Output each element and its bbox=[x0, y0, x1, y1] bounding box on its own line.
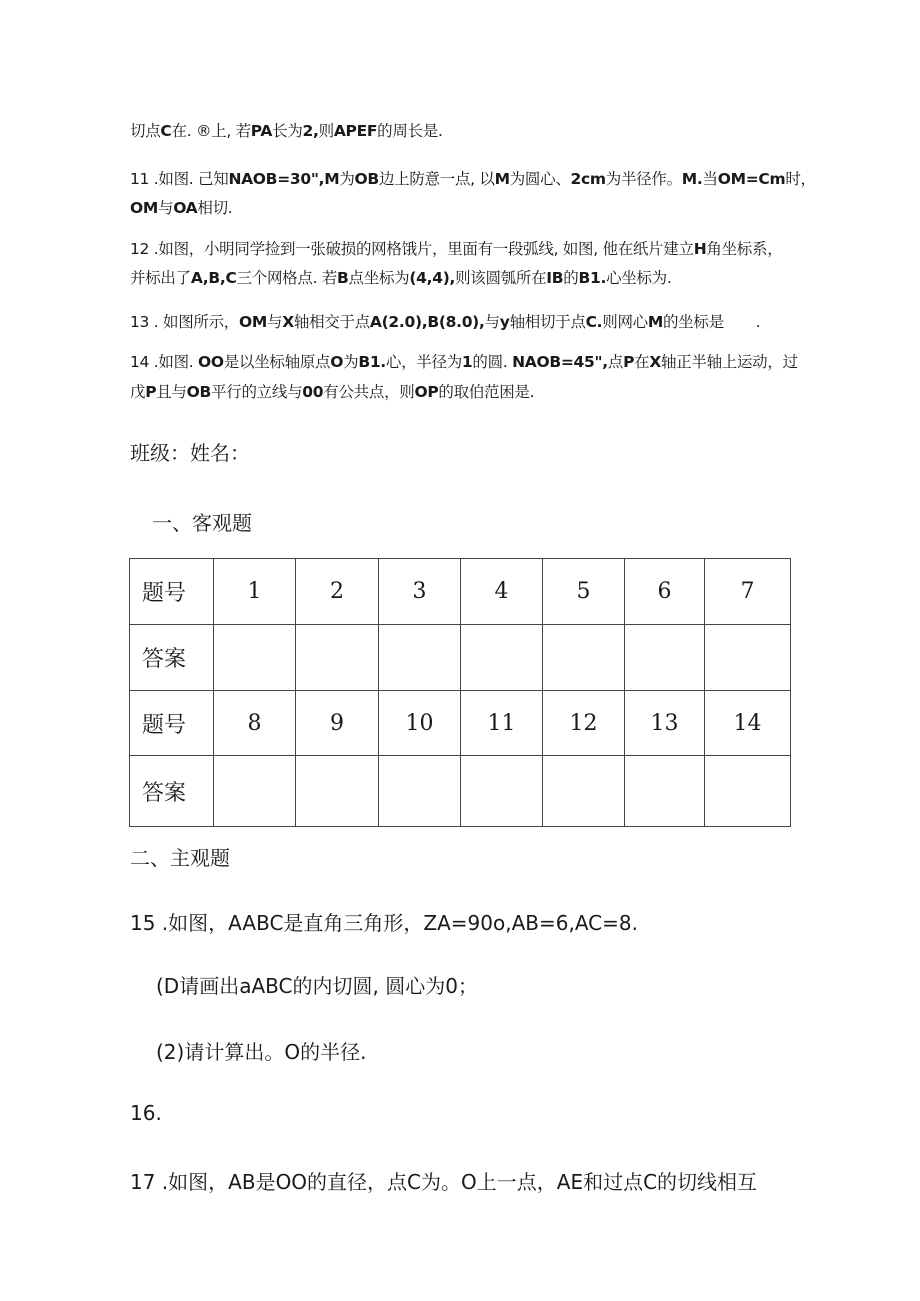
q13-line: 13 . 如图所示，OM与X轴相交于点A(2.0),B(8.0),与y轴相切于点C.则网心M的坐标是 . bbox=[130, 313, 761, 331]
question-number-cell: 12 bbox=[543, 691, 625, 756]
question-number-cell: 8 bbox=[214, 691, 296, 756]
q15-line: 15 .如图，AABC是直角三角形，ZA=90o,AB=6,AC=8. bbox=[130, 911, 638, 935]
answer-cell[interactable] bbox=[461, 756, 543, 827]
question-number-cell: 13 bbox=[625, 691, 705, 756]
q15-part-2: (2)请计算出。O的半径. bbox=[156, 1040, 367, 1064]
question-number-label: 题号 bbox=[130, 691, 214, 756]
answer-cell[interactable] bbox=[461, 625, 543, 691]
answer-cell[interactable] bbox=[705, 756, 791, 827]
question-number-cell: 4 bbox=[461, 559, 543, 625]
q11-line-1: 11 .如图. 己知NAOB=30",M为OB边上防意一点, 以M为圆心、2cm为半径作。M.当OM=Cm时， bbox=[130, 170, 816, 188]
table-row bbox=[130, 691, 791, 756]
q11-line-2: OM与OA相切. bbox=[130, 199, 233, 217]
table-row bbox=[130, 625, 791, 691]
question-number-cell: 9 bbox=[296, 691, 379, 756]
q17-line: 17 .如图，AB是OO的直径，点C为。O上一点，AE和过点C的切线相互 bbox=[130, 1170, 758, 1194]
question-number-cell: 6 bbox=[625, 559, 705, 625]
answer-cell[interactable] bbox=[214, 756, 296, 827]
answer-cell[interactable] bbox=[296, 625, 379, 691]
answer-cell[interactable] bbox=[214, 625, 296, 691]
answer-label: 答案 bbox=[130, 756, 214, 827]
answer-cell[interactable] bbox=[543, 756, 625, 827]
answer-cell[interactable] bbox=[705, 625, 791, 691]
question-number-cell: 2 bbox=[296, 559, 379, 625]
q12-line-1: 12 .如图，小明同学捡到一张破损的网格饿片，里面有一段弧线, 如图, 他在纸片建立H角坐标系， bbox=[130, 240, 783, 258]
question-number-cell: 3 bbox=[379, 559, 461, 625]
class-name-label: 班级：姓名： bbox=[130, 441, 250, 465]
answer-cell[interactable] bbox=[379, 756, 461, 827]
answer-cell[interactable] bbox=[543, 625, 625, 691]
answer-cell[interactable] bbox=[379, 625, 461, 691]
question-number-cell: 5 bbox=[543, 559, 625, 625]
q12-line-2: 并标出了A,B,C三个网格点. 若B点坐标为(4,4),则该圆瓠所在IB的B1.心坐标为. bbox=[130, 269, 672, 287]
table-row bbox=[130, 756, 791, 827]
q14-line-2: 戊P且与OB平行的立线与00有公共点，则OP的取伯范困是. bbox=[130, 383, 535, 401]
answer-table bbox=[129, 558, 791, 827]
q14-line-1: 14 .如图. OO是以坐标轴原点O为B1.心，半径为1的圆. NAOB=45",点P在X轴正半轴上运动，过 bbox=[130, 353, 798, 371]
answer-cell[interactable] bbox=[296, 756, 379, 827]
q15-part-1: (D请画出aABC的内切圆, 圆心为0； bbox=[156, 974, 478, 998]
section-objective-heading: 一、客观题 bbox=[152, 511, 252, 535]
question-number-cell: 14 bbox=[705, 691, 791, 756]
q16-line: 16. bbox=[130, 1101, 162, 1125]
question-number-cell: 7 bbox=[705, 559, 791, 625]
answer-label: 答案 bbox=[130, 625, 214, 691]
question-number-cell: 11 bbox=[461, 691, 543, 756]
table-row bbox=[130, 559, 791, 625]
question-number-cell: 10 bbox=[379, 691, 461, 756]
question-number-cell: 1 bbox=[214, 559, 296, 625]
answer-cell[interactable] bbox=[625, 625, 705, 691]
answer-cell[interactable] bbox=[625, 756, 705, 827]
section-subjective-heading: 二、主观题 bbox=[130, 846, 230, 870]
q10-tail-line: 切点C在. ®上, 若PA长为2,则APEF的周长是. bbox=[130, 122, 443, 140]
question-number-label: 题号 bbox=[130, 559, 214, 625]
